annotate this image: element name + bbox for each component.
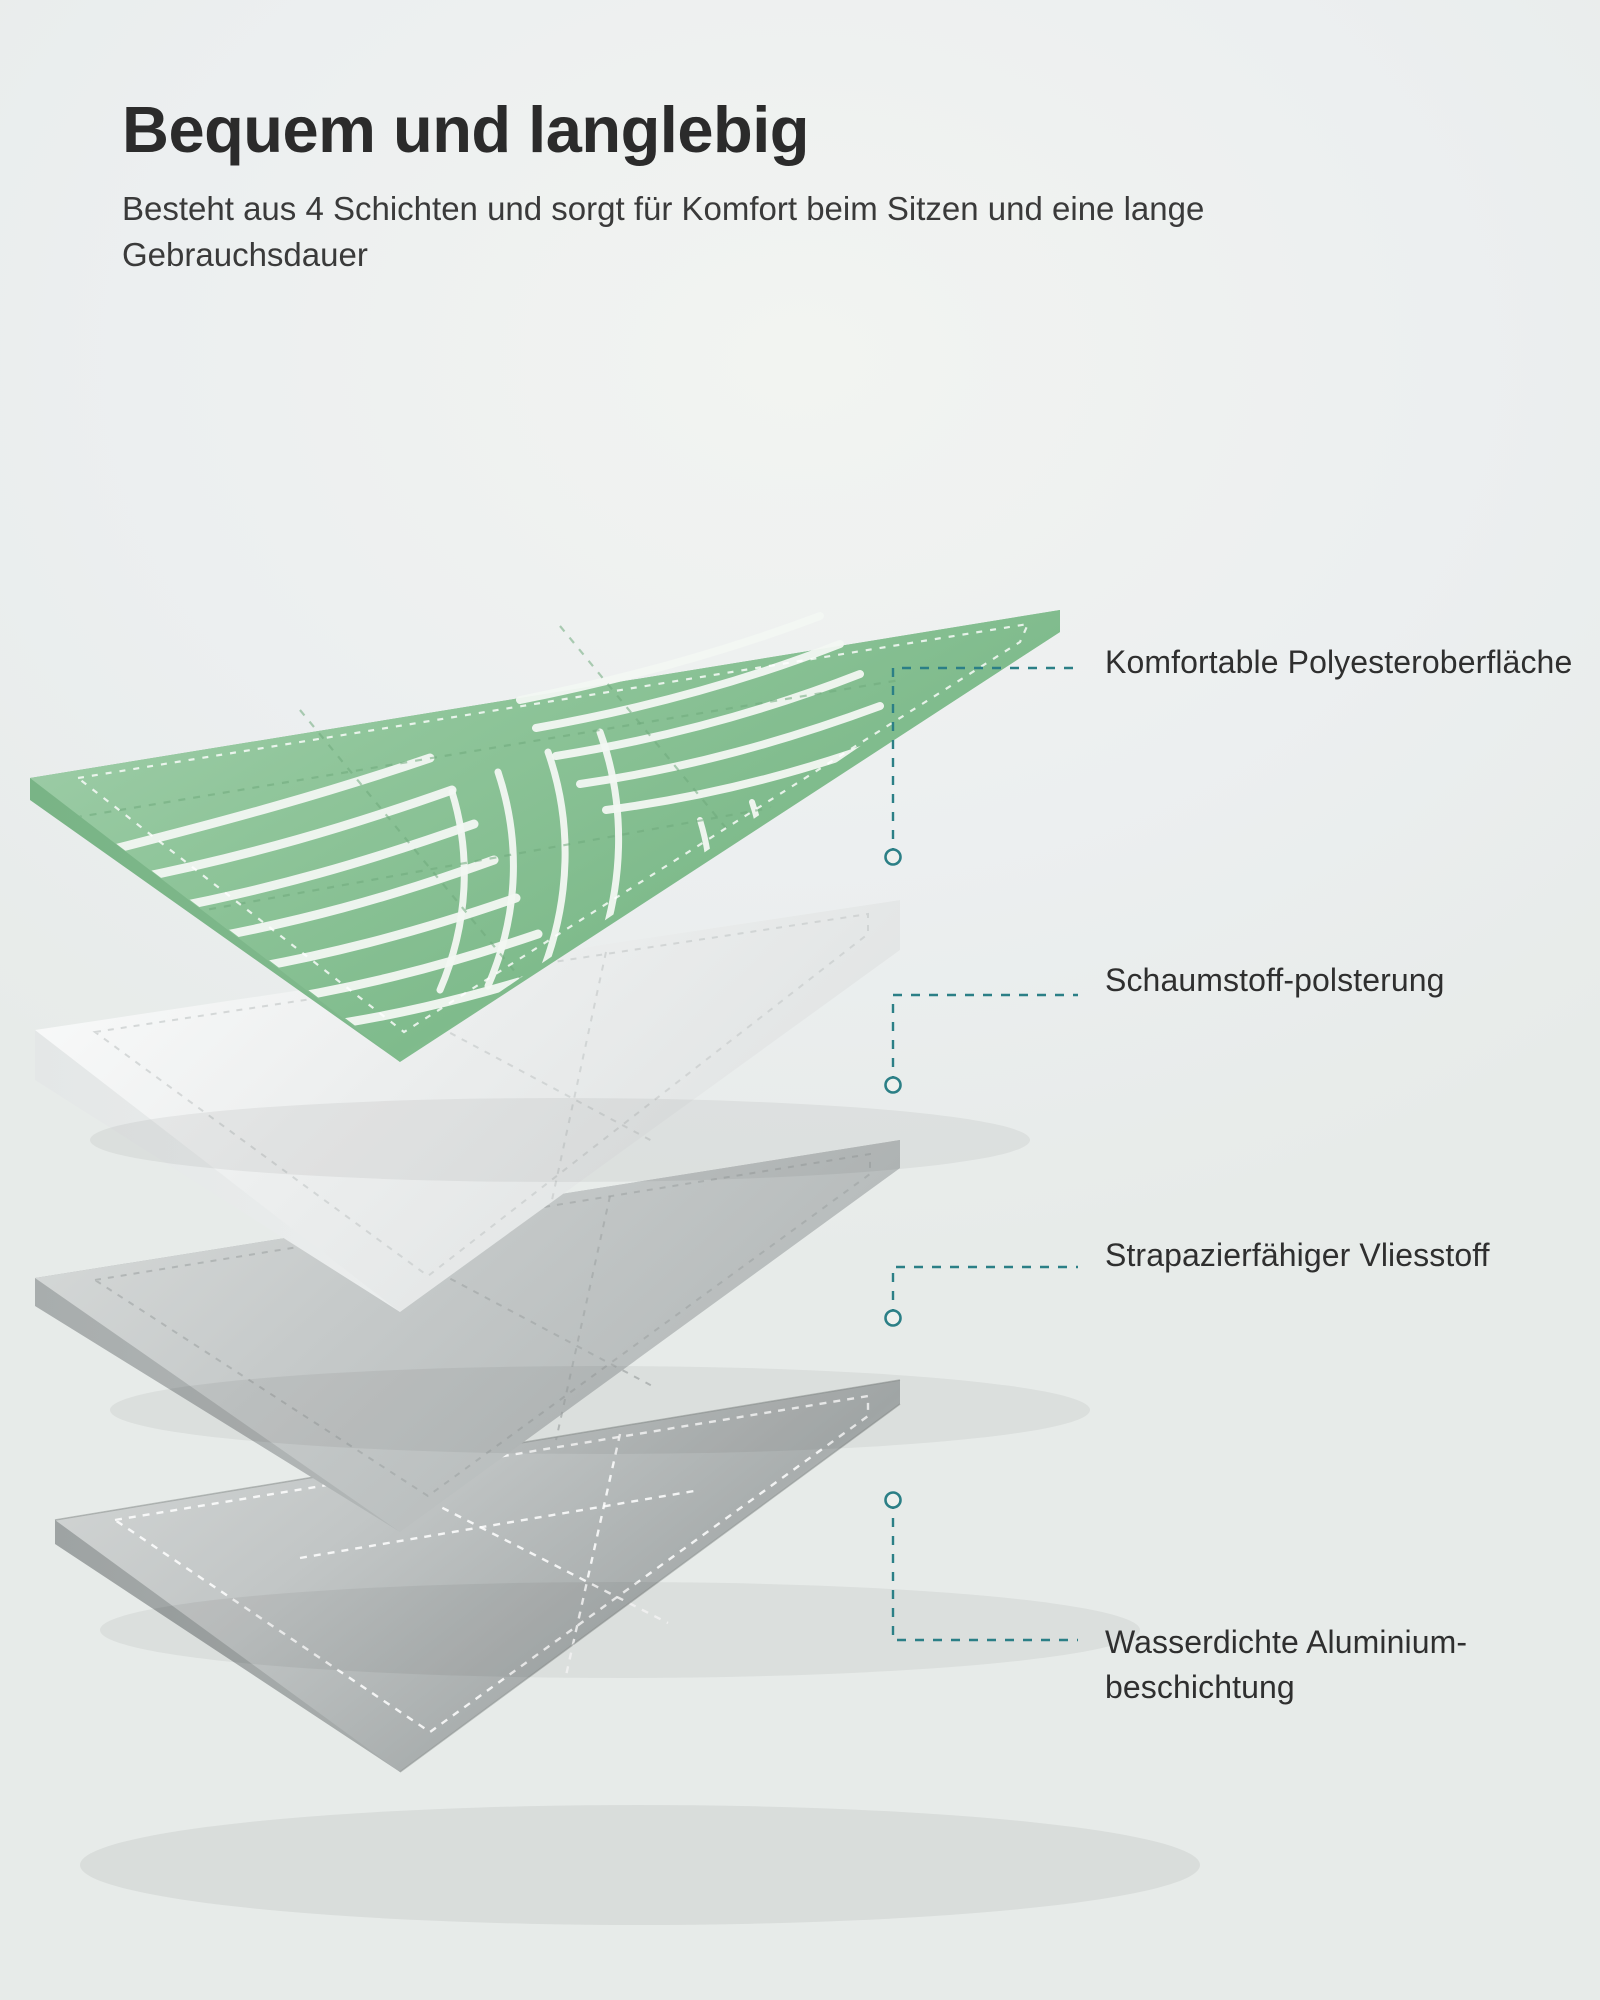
callout-label-aluminium: Wasserdichte Aluminium-beschichtung: [1105, 1624, 1468, 1706]
layer-surface-slab: [0, 520, 1600, 1940]
callout-label-surface: Komfortable Polyesteroberfläche: [1105, 644, 1573, 680]
header: [122, 93, 1542, 277]
layer-foam-slab: [0, 520, 1600, 1940]
page-title: Bequem und langlebig: [122, 93, 809, 166]
layer-fleece-slab: [0, 520, 1600, 1940]
layer-stack-illustration: [0, 520, 1600, 1940]
callout-label-fleece: Strapazierfähiger Vliesstoff: [1105, 1237, 1490, 1273]
layer-aluminium-slab: [0, 520, 1600, 1940]
callout-label-foam: Schaumstoff-polsterung: [1105, 962, 1445, 998]
page-subtitle: Besteht aus 4 Schichten und sorgt für Komfort beim Sitzen und eine lange Gebrauchsdauer: [122, 190, 1205, 273]
